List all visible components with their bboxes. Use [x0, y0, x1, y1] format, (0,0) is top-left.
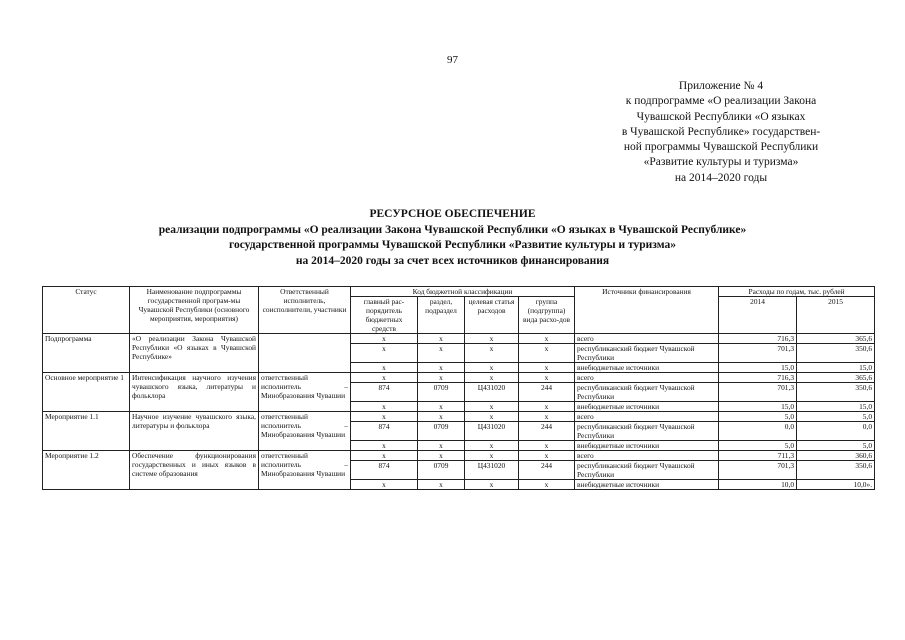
year-2014-cell: 15,0 [719, 402, 797, 412]
year-2014-cell: 701,3 [719, 383, 797, 402]
item-cell: x [465, 363, 519, 373]
appendix-line: Чувашской Республики «О языках [636, 110, 806, 123]
section-cell: x [418, 441, 465, 451]
year-2015-cell: 350,6 [797, 344, 875, 363]
year-2014-cell: 5,0 [719, 412, 797, 422]
year-2014-cell: 716,3 [719, 334, 797, 344]
appendix-line: «Развитие культуры и туризма» [643, 156, 799, 169]
group-cell: x [519, 480, 575, 490]
year-2015-cell: 15,0 [797, 402, 875, 412]
item-cell: x [465, 334, 519, 344]
grbs-cell: x [351, 480, 418, 490]
title-line: государственной программы Чувашской Республики «Развитие культуры и туризма» [229, 239, 676, 251]
grbs-cell: 874 [351, 422, 418, 441]
year-2015-cell: 350,6 [797, 461, 875, 480]
responsible-cell: ответственный исполнитель – Минобразования Чувашии [259, 412, 351, 451]
year-2015-cell: 350,6 [797, 383, 875, 402]
section-cell: x [418, 363, 465, 373]
name-cell: «О реализации Закона Чувашской Республики «О языках в Чувашской Республике» [130, 334, 259, 373]
source-cell: республиканский бюджет Чувашской Республики [575, 422, 719, 441]
item-cell: Ц431020 [465, 461, 519, 480]
table-body [43, 334, 875, 490]
item-cell: x [465, 480, 519, 490]
source-cell: республиканский бюджет Чувашской Республики [575, 383, 719, 402]
document-title [0, 207, 905, 269]
year-2015-cell: 5,0 [797, 412, 875, 422]
status-cell: Подпрограмма [43, 334, 130, 373]
page-number: 97 [447, 54, 458, 66]
title-line: реализации подпрограммы «О реализации Закона Чувашской Республики «О языках в Чувашской Республике» [158, 223, 747, 236]
year-2014-cell: 711,3 [719, 451, 797, 461]
source-cell: республиканский бюджет Чувашской Республики [575, 344, 719, 363]
grbs-cell: x [351, 451, 418, 461]
table-row [43, 451, 875, 461]
header-expenses: Расходы по годам, тыс. рублей [719, 287, 875, 297]
header-section: раздел, подраздел [418, 297, 465, 334]
source-cell: всего [575, 373, 719, 383]
table-row [43, 412, 875, 422]
grbs-cell: x [351, 402, 418, 412]
appendix-line: в Чувашской Республике» государствен- [621, 125, 821, 138]
section-cell: x [418, 451, 465, 461]
year-2014-cell: 701,3 [719, 461, 797, 480]
status-cell: Основное мероприятие 1 [43, 373, 130, 412]
group-cell: x [519, 402, 575, 412]
appendix-note [596, 79, 846, 186]
header-name: Наименование подпрограммы государственной програм-мы Чувашской Республики (основного мероприятия, мероприятия) [130, 287, 259, 334]
group-cell: x [519, 451, 575, 461]
source-cell: внебюджетные источники [575, 480, 719, 490]
group-cell: 244 [519, 461, 575, 480]
header-budget-code: Код бюджетной классификации [351, 287, 575, 297]
section-cell: x [418, 480, 465, 490]
item-cell: x [465, 402, 519, 412]
group-cell: x [519, 412, 575, 422]
source-cell: внебюджетные источники [575, 363, 719, 373]
item-cell: x [465, 441, 519, 451]
appendix-line: Приложение № 4 [678, 80, 764, 92]
group-cell: x [519, 363, 575, 373]
year-2015-cell: 365,6 [797, 373, 875, 383]
year-2015-cell: 15,0 [797, 363, 875, 373]
header-year-2014: 2014 [719, 297, 797, 334]
year-2015-cell: 10,0». [797, 480, 875, 490]
group-cell: 244 [519, 383, 575, 402]
year-2015-cell: 360,6 [797, 451, 875, 461]
section-cell: x [418, 344, 465, 363]
header-item: целевая статья расходов [465, 297, 519, 334]
responsible-cell: ответственный исполнитель – Минобразования Чувашии [259, 451, 351, 490]
header-year-2015: 2015 [797, 297, 875, 334]
resource-table [42, 286, 875, 490]
section-cell: x [418, 412, 465, 422]
source-cell: внебюджетные источники [575, 441, 719, 451]
status-cell: Мероприятие 1.1 [43, 412, 130, 451]
grbs-cell: x [351, 363, 418, 373]
year-2015-cell: 365,6 [797, 334, 875, 344]
group-cell: x [519, 334, 575, 344]
grbs-cell: x [351, 412, 418, 422]
item-cell: x [465, 451, 519, 461]
header-status: Статус [43, 287, 130, 334]
item-cell: x [465, 344, 519, 363]
header-grbs: главный рас-порядитель бюджетных средств [351, 297, 418, 334]
year-2015-cell: 5,0 [797, 441, 875, 451]
year-2014-cell: 5,0 [719, 441, 797, 451]
grbs-cell: 874 [351, 383, 418, 402]
grbs-cell: x [351, 441, 418, 451]
source-cell: республиканский бюджет Чувашской Республики [575, 461, 719, 480]
source-cell: всего [575, 412, 719, 422]
grbs-cell: 874 [351, 461, 418, 480]
name-cell: Интенсификация научного изучения чувашского языка, литературы и фольклора [130, 373, 259, 412]
name-cell: Обеспечение функционирования государственных и иных языков в системе образования [130, 451, 259, 490]
header-group: группа (подгруппа) вида расхо-дов [519, 297, 575, 334]
appendix-line: к подпрограмме «О реализации Закона [625, 95, 817, 108]
year-2014-cell: 10,0 [719, 480, 797, 490]
group-cell: x [519, 373, 575, 383]
section-cell: x [418, 334, 465, 344]
responsible-cell [259, 334, 351, 373]
grbs-cell: x [351, 344, 418, 363]
section-cell: x [418, 373, 465, 383]
header-responsible: Ответственный исполнитель, соисполнители, участники [259, 287, 351, 334]
year-2014-cell: 716,3 [719, 373, 797, 383]
year-2014-cell: 15,0 [719, 363, 797, 373]
section-cell: 0709 [418, 461, 465, 480]
appendix-line: на 2014–2020 годы [674, 171, 768, 184]
responsible-cell: ответственный исполнитель – Минобразования Чувашии [259, 373, 351, 412]
grbs-cell: x [351, 373, 418, 383]
table-row [43, 334, 875, 344]
title-line: РЕСУРСНОЕ ОБЕСПЕЧЕНИЕ [369, 208, 536, 220]
group-cell: 244 [519, 422, 575, 441]
group-cell: x [519, 441, 575, 451]
year-2014-cell: 701,3 [719, 344, 797, 363]
title-line: на 2014–2020 годы за счет всех источников финансирования [295, 254, 610, 267]
status-cell: Мероприятие 1.2 [43, 451, 130, 490]
source-cell: внебюджетные источники [575, 402, 719, 412]
table-row [43, 373, 875, 383]
section-cell: 0709 [418, 383, 465, 402]
appendix-line: ной программы Чувашской Республики [623, 141, 819, 154]
item-cell: x [465, 373, 519, 383]
section-cell: x [418, 402, 465, 412]
item-cell: Ц431020 [465, 422, 519, 441]
year-2015-cell: 0,0 [797, 422, 875, 441]
section-cell: 0709 [418, 422, 465, 441]
source-cell: всего [575, 334, 719, 344]
item-cell: x [465, 412, 519, 422]
source-cell: всего [575, 451, 719, 461]
group-cell: x [519, 344, 575, 363]
header-sources: Источники финансирования [575, 287, 719, 334]
name-cell: Научное изучение чувашского языка, литературы и фольклора [130, 412, 259, 451]
grbs-cell: x [351, 334, 418, 344]
item-cell: Ц431020 [465, 383, 519, 402]
year-2014-cell: 0,0 [719, 422, 797, 441]
